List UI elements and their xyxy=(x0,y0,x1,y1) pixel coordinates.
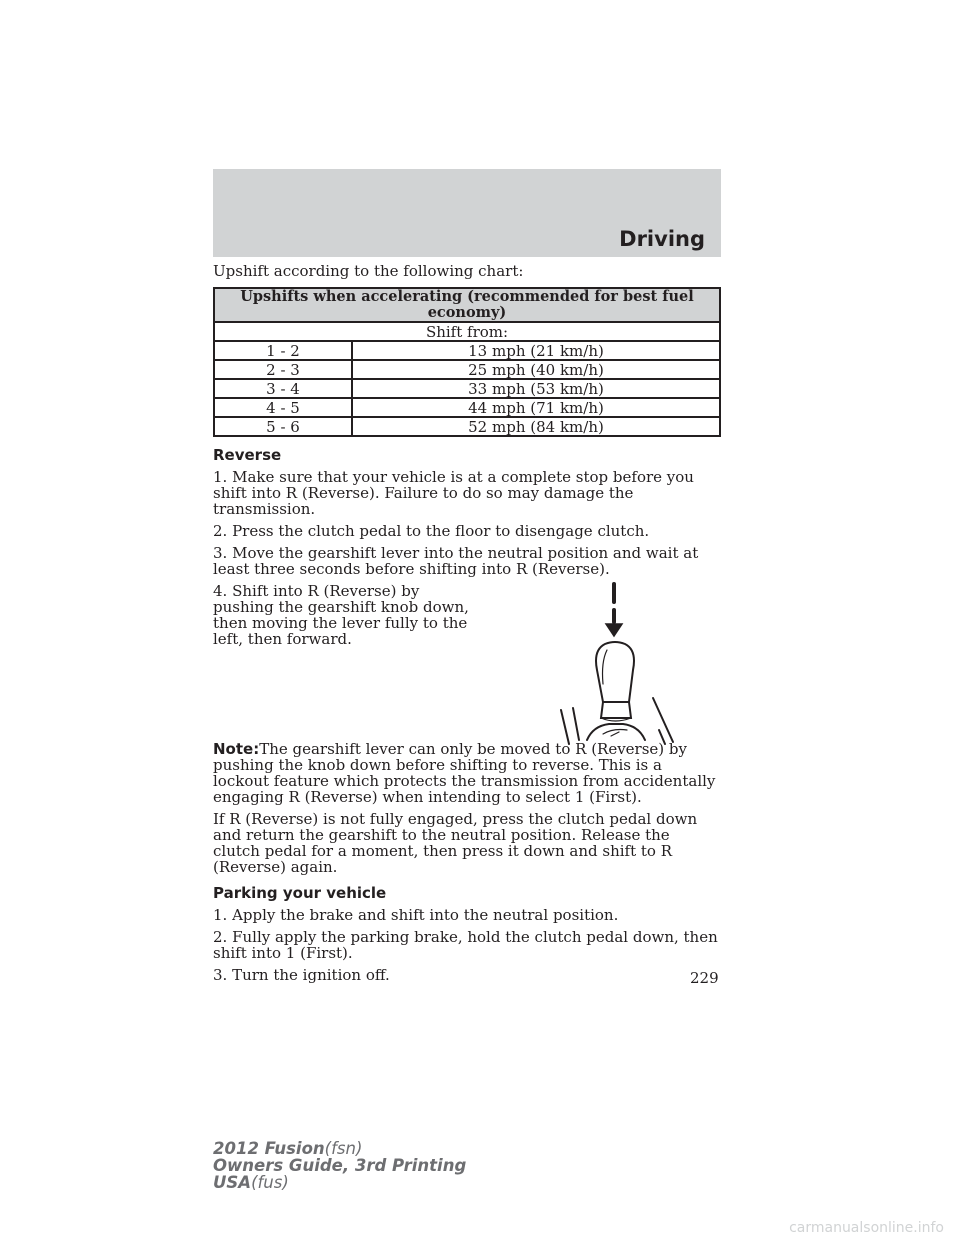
reverse-step-4-block xyxy=(213,583,721,733)
parking-heading: Parking your vehicle xyxy=(213,884,387,902)
reverse-note xyxy=(213,741,721,805)
parking-step-3: 3. Turn the ignition off. xyxy=(213,966,390,984)
parking-step-1: 1. Apply the brake and shift into the neutral position. xyxy=(213,906,619,924)
footer-model: 2012 Fusion xyxy=(213,1139,325,1158)
intro-text: Upshift according to the following chart: xyxy=(213,262,524,280)
section-title: Driving xyxy=(619,227,705,251)
reverse-followup: If R (Reverse) is not fully engaged, press the clutch pedal down and return the gearshift to the neutral position. Release the clutch pedal for a moment, then press it down and shift to R (Reverse) again. xyxy=(213,810,698,876)
note-text: The gearshift lever can only be moved to R (Reverse) by pushing the knob down before shifting to reverse. This is a lockout feature which protects the transmission from accidentally engaging R (Reverse) when intending to select 1 (First). xyxy=(213,740,716,806)
table-row xyxy=(214,417,720,436)
table-row xyxy=(214,341,720,360)
gear-cell: 3 - 4 xyxy=(214,379,352,398)
page-number: 229 xyxy=(690,969,719,987)
speed-cell: 44 mph (71 km/h) xyxy=(352,398,720,417)
reverse-step-1: 1. Make sure that your vehicle is at a complete stop before you shift into R (Reverse). Failure to do so may damage the transmission. xyxy=(213,468,694,518)
footer-model-code: (fsn) xyxy=(324,1139,363,1158)
document-footer xyxy=(213,1140,466,1191)
watermark-link[interactable]: carmanualsonline.info xyxy=(789,1220,944,1236)
upshift-table-title: Upshifts when accelerating (recommended for best fuel economy) xyxy=(214,288,720,322)
section-header-band xyxy=(213,169,721,257)
footer-market: USA xyxy=(213,1173,252,1192)
table-row xyxy=(214,398,720,417)
gear-cell: 2 - 3 xyxy=(214,360,352,379)
gearshift-knob-push-down-icon xyxy=(557,580,677,745)
reverse-heading: Reverse xyxy=(213,446,282,464)
gear-cell: 5 - 6 xyxy=(214,417,352,436)
gear-cell: 4 - 5 xyxy=(214,398,352,417)
reverse-step-3: 3. Move the gearshift lever into the neutral position and wait at least three seconds before shifting into R (Reverse). xyxy=(213,544,699,578)
table-row xyxy=(214,379,720,398)
gear-cell: 1 - 2 xyxy=(214,341,352,360)
footer-market-code: (fus) xyxy=(251,1173,289,1192)
footer-guide: Owners Guide, 3rd Printing xyxy=(213,1156,467,1175)
note-label: Note: xyxy=(213,740,260,758)
table-row xyxy=(214,360,720,379)
speed-cell: 52 mph (84 km/h) xyxy=(352,417,720,436)
speed-cell: 33 mph (53 km/h) xyxy=(352,379,720,398)
parking-step-2: 2. Fully apply the parking brake, hold the clutch pedal down, then shift into 1 (First). xyxy=(213,928,718,962)
upshift-table-subheader: Shift from: xyxy=(214,322,720,341)
speed-cell: 25 mph (40 km/h) xyxy=(352,360,720,379)
reverse-step-2: 2. Press the clutch pedal to the floor to disengage clutch. xyxy=(213,522,650,540)
upshift-table xyxy=(213,287,721,437)
speed-cell: 13 mph (21 km/h) xyxy=(352,341,720,360)
reverse-step-4: 4. Shift into R (Reverse) by pushing the gearshift knob down, then moving the lever fully to the left, then forward. xyxy=(213,582,469,648)
page-content xyxy=(213,263,721,989)
